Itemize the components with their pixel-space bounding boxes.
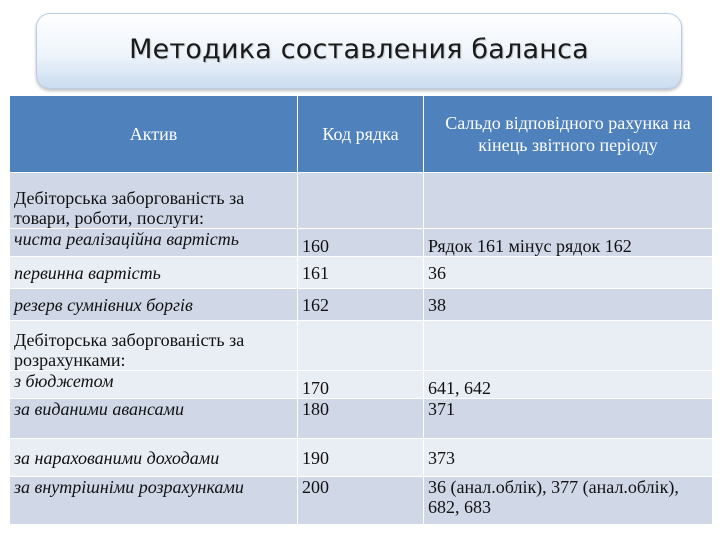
table-row <box>10 173 713 229</box>
value-cell <box>424 477 713 525</box>
asset-cell: чиста реалізаційна вартість <box>10 229 298 257</box>
value-cell: 38 <box>424 289 713 321</box>
header-balance: Сальдо відповідного рахунка на кінець звітного періоду <box>424 96 713 173</box>
page-title: Методика составления баланса <box>129 33 589 65</box>
table-row <box>10 257 713 289</box>
asset-text-line: Дебіторська заборгованість за <box>14 188 245 208</box>
title-banner <box>36 13 682 89</box>
code-cell: 200 <box>298 477 424 525</box>
value-cell: 36 <box>424 257 713 289</box>
code-cell-empty <box>298 173 424 229</box>
code-cell: 161 <box>298 257 424 289</box>
code-cell: 170 <box>298 371 424 399</box>
code-cell: 180 <box>298 399 424 439</box>
value-text-line: 682, 683 <box>428 497 491 517</box>
code-cell: 190 <box>298 439 424 477</box>
value-cell: 371 <box>424 399 713 439</box>
table-row <box>10 439 713 477</box>
table-row <box>10 321 713 371</box>
code-cell: 160 <box>298 229 424 257</box>
asset-cell: за нарахованими доходами <box>10 439 298 477</box>
table-header-row <box>10 96 713 173</box>
asset-text-line: Дебіторська заборгованість за <box>14 330 245 350</box>
value-cell-empty <box>424 321 713 371</box>
code-cell-empty <box>298 321 424 371</box>
table-row <box>10 477 713 525</box>
table-row <box>10 229 713 257</box>
asset-cell: резерв сумнівних боргів <box>10 289 298 321</box>
asset-cell: за виданими авансами <box>10 399 298 439</box>
table-row <box>10 289 713 321</box>
table-row <box>10 371 713 399</box>
value-cell-empty <box>424 173 713 229</box>
asset-cell: з бюджетом <box>10 371 298 399</box>
value-cell: Рядок 161 мінус рядок 162 <box>424 229 713 257</box>
header-asset: Актив <box>10 96 298 173</box>
asset-text-line: розрахунками: <box>14 350 126 370</box>
header-line-code: Код рядка <box>298 96 424 173</box>
table-row <box>10 399 713 439</box>
code-cell: 162 <box>298 289 424 321</box>
balance-method-table <box>9 95 713 525</box>
value-cell: 373 <box>424 439 713 477</box>
asset-cell: первинна вартість <box>10 257 298 289</box>
asset-text-line: товари, роботи, послуги: <box>14 208 205 228</box>
asset-cell <box>10 321 298 371</box>
asset-cell: за внутрішніми розрахунками <box>10 477 298 525</box>
value-cell: 641, 642 <box>424 371 713 399</box>
asset-cell <box>10 173 298 229</box>
value-text-line: 36 (анал.облік), 377 (анал.облік), <box>428 477 679 497</box>
